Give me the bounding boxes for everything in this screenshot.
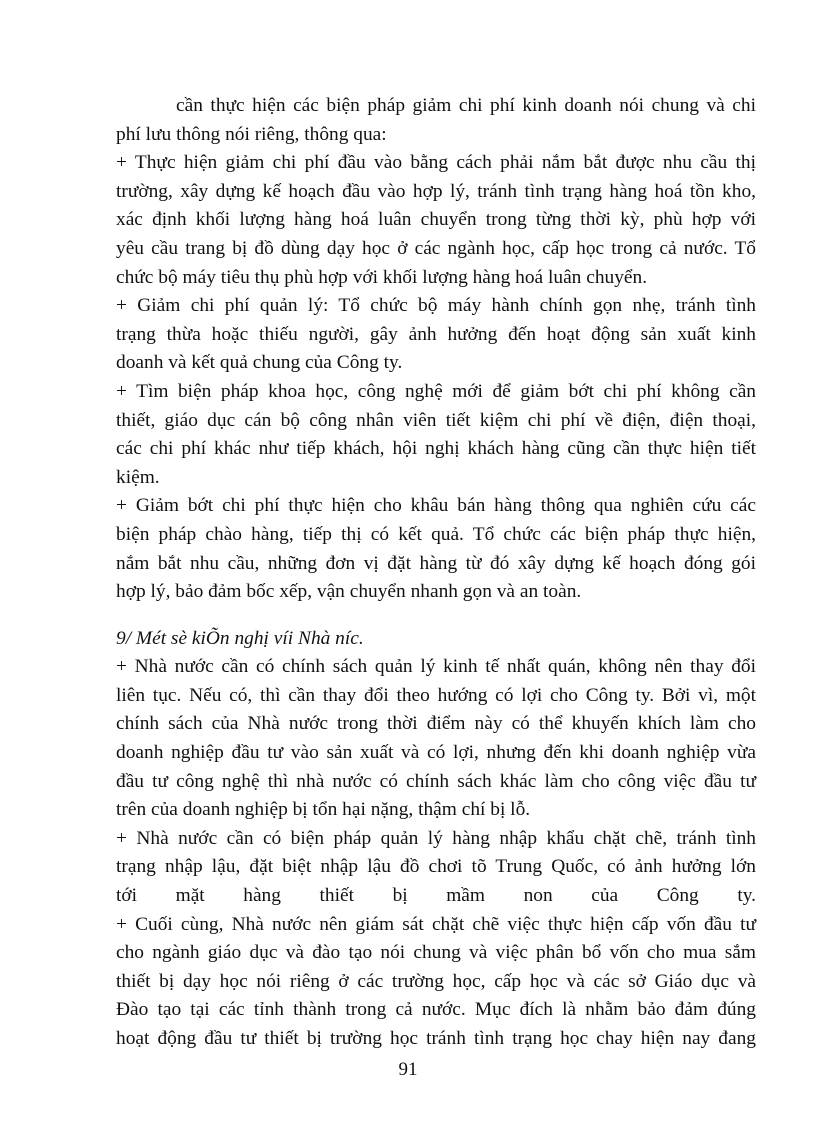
paragraph-line: hoạt động đầu tư thiết bị trường học tránh tình trạng học chay hiện nay đang — [116, 1028, 756, 1049]
paragraph-line: trường, xây dựng kế hoạch đầu vào hợp lý, tránh tình trạng hàng hoá tồn kho, — [116, 180, 756, 202]
section-heading: 9/ Mét sè kiÕn nghị víi Nhà níc. — [116, 627, 364, 649]
paragraph-line: phí lưu thông nói riêng, thông qua: — [116, 123, 387, 145]
paragraph-line: thiết bị dạy học nói riêng ở các trường học, cấp học và các sở Giáo dục và — [116, 970, 756, 992]
paragraph-line: trạng thừa hoặc thiếu người, gây ảnh hưởng đến hoạt động sản xuất kinh — [116, 323, 756, 345]
paragraph-line: biện pháp chào hàng, tiếp thị có kết quả. Tổ chức các biện pháp thực hiện, — [116, 523, 756, 545]
paragraph-line: hợp lý, bảo đảm bốc xếp, vận chuyển nhanh gọn và an toàn. — [116, 581, 582, 603]
paragraph-line: chính sách của Nhà nước trong thời điểm này có thể khuyến khích làm cho — [116, 713, 756, 735]
paragraph-line: doanh và kết quả chung của Công ty. — [116, 352, 403, 374]
paragraph-line: doanh nghiệp đầu tư vào sản xuất và có lợi, nhưng đến khi doanh nghiệp vừa — [116, 742, 756, 764]
paragraph-line: cho ngành giáo dục và đào tạo nói chung và việc phân bổ vốn cho mua sắm — [116, 942, 756, 964]
paragraph-line: kiệm. — [116, 466, 160, 488]
document-page — [116, 92, 756, 1054]
paragraph-line: tới mặt hàng thiết bị mầm non của Công ty. — [116, 885, 756, 907]
paragraph-line: + Cuối cùng, Nhà nước nên giám sát chặt chẽ việc thực hiện cấp vốn đầu tư — [116, 913, 756, 935]
paragraph-line: + Tìm biện pháp khoa học, công nghệ mới để giảm bớt chi phí không cần — [116, 380, 756, 402]
paragraph-line: cần thực hiện các biện pháp giảm chi phí kinh doanh nói chung và chi — [176, 95, 756, 116]
page-number: 91 — [398, 1059, 418, 1080]
paragraph-line: trên của doanh nghiệp bị tổn hại nặng, thậm chí bị lỗ. — [116, 799, 531, 821]
paragraph-line: yêu cầu trang bị đồ dùng dạy học ở các ngành học, cấp học trong cả nước. Tổ — [116, 237, 756, 259]
paragraph-line: Đào tạo tại các tỉnh thành trong cả nước. Mục đích là nhằm bảo đảm đúng — [116, 999, 756, 1021]
paragraph-line: đầu tư công nghệ thì nhà nước có chính sách khác làm cho công việc đầu tư — [116, 770, 756, 792]
section-spacer — [116, 607, 756, 625]
paragraph-line: + Giảm bớt chi phí thực hiện cho khâu bán hàng thông qua nghiên cứu các — [116, 495, 756, 517]
paragraph-line: xác định khối lượng hàng hoá luân chuyển trong từng thời kỳ, phù hợp với — [116, 209, 756, 231]
paragraph-line: trạng nhập lậu, đặt biệt nhập lậu đồ chơi tõ Trung Quốc, có ảnh hưởng lớn — [116, 856, 756, 878]
paragraph-line: thiết, giáo dục cán bộ công nhân viên tiết kiệm chi phí về điện, điện thoại, — [116, 409, 756, 431]
paragraph-line: + Giảm chi phí quản lý: Tổ chức bộ máy hành chính gọn nhẹ, tránh tình — [116, 295, 756, 317]
paragraph-line: chức bộ máy tiêu thụ phù hợp với khối lượng hàng hoá luân chuyển. — [116, 266, 648, 288]
paragraph-line: + Nhà nước cần có chính sách quản lý kinh tế nhất quán, không nên thay đổi — [116, 656, 756, 678]
paragraph-line: các chi phí khác như tiếp khách, hội nghị khách hàng cũng cần thực hiện tiết — [116, 438, 756, 460]
paragraph-line: nắm bắt nhu cầu, những đơn vị đặt hàng từ đó xây dựng kế hoạch đóng gói — [116, 552, 756, 574]
paragraph-line: + Thực hiện giảm chi phí đầu vào bằng cách phải nắm bắt được nhu cầu thị — [116, 152, 756, 174]
paragraph-line: liên tục. Nếu có, thì cần thay đổi theo hướng có lợi cho Công ty. Bởi vì, một — [116, 684, 756, 706]
paragraph-line: + Nhà nước cần có biện pháp quản lý hàng nhập khẩu chặt chẽ, tránh tình — [116, 827, 756, 849]
